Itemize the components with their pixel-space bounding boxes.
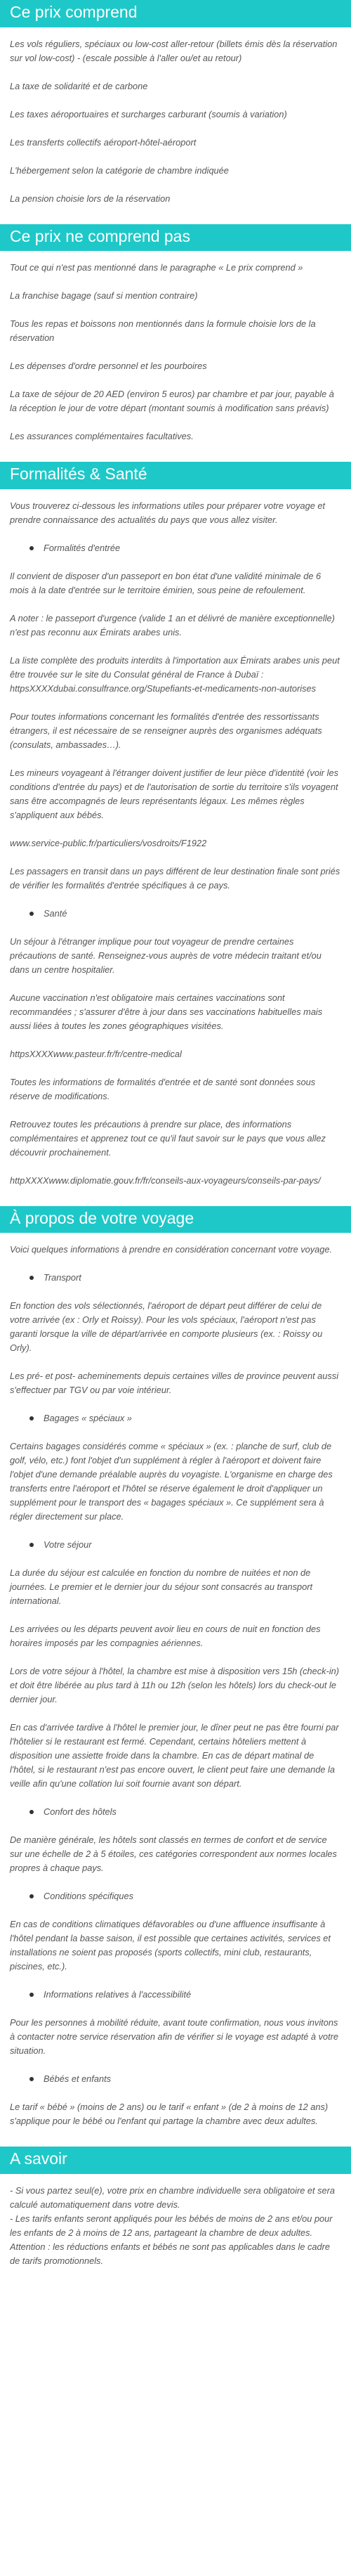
know-line: - Si vous partez seul(e), votre prix en chambre individuelle sera obligatoire et sera calculé automatiquement dans votre devis. xyxy=(10,2185,336,2210)
stay-paragraph: Les arrivées ou les départs peuvent avoir lieu en cours de nuit en fonction des horaires imposés par les compagnies aériennes. xyxy=(10,1624,321,1649)
access-paragraph: Pour les personnes à mobilité réduite, avant toute confirmation, nous vous invitons à contacter notre service réservation afin de vérifier si le voyage est adapté à votre situation. xyxy=(10,2017,339,2057)
know-body xyxy=(0,2174,351,2286)
access-heading: Informations relatives à l'accessibilité xyxy=(10,1988,341,2002)
service-public-link[interactable]: www.service-public.fr/particuliers/vosdroits/F1922 xyxy=(10,837,207,848)
section-trip xyxy=(0,1206,351,2147)
special-paragraph: En cas de conditions climatiques défavorables ou d'une affluence insuffisante à l'hôtel pendant la basse saison, il est possible que certaines activités, services et installations ne soient pas proposés (sports collectifs, mini club, restaurants, piscines, etc.). xyxy=(10,1919,331,1972)
transport-paragraph: En fonction des vols sélectionnés, l'aéroport de départ peut différer de celui de votre arrivée (ex : Orly et Roissy). Pour les vols spéciaux, l'aéroport n'est pas garanti lorsque la ville de départ/arrivée en comporte plusieurs (ex. : Roissy ou Orly). xyxy=(10,1300,323,1354)
comfort-heading: Confort des hôtels xyxy=(10,1805,341,1819)
stay-paragraph: Lors de votre séjour à l'hôtel, la chambre est mise à disposition vers 15h (check-in) et doit être libérée au plus tard à 11h ou 12h (selon les hôtels) lors du check-out le dernier jour. xyxy=(10,1666,340,1705)
bags-paragraph: Certains bagages considérés comme « spéciaux » (ex. : planche de surf, club de golf, vélo, etc.) font l'objet d'un supplément à régler à l'aéroport et doivent faire l'objet d'une demande préalable auprès du voyagiste. L'organisme en charge des transferts entre l'aéroport et l'hôtel se réserve également le droit d'appliquer un supplément pour le transport des « bagages spéciaux ». Ce supplément sera à régler directement sur place. xyxy=(10,1441,333,1522)
included-item: Les transferts collectifs aéroport-hôtel-aéroport xyxy=(10,136,197,148)
entry-paragraph: Pour toutes informations concernant les formalités d'entrée des ressortissants étrangers, il est nécessaire de se renseigner auprès des organismes adéquats (consulats, ambassades…). xyxy=(10,711,322,750)
comfort-heading-list xyxy=(10,1805,341,1819)
babies-paragraph: Le tarif « bébé » (moins de 2 ans) ou le tarif « enfant » (de 2 à moins de 12 ans) s'applique pour le bébé ou l'enfant qui partage la chambre avec deux adultes. xyxy=(10,2102,329,2127)
bags-heading: Bagages « spéciaux » xyxy=(10,1411,341,1425)
section-excluded xyxy=(0,224,351,462)
excluded-item: Les assurances complémentaires facultatives. xyxy=(10,431,194,442)
health-paragraph: Aucune vaccination n'est obligatoire mais certaines vaccinations sont recommandées ; s'assurer d'être à jour dans ses vaccinations habituelles mais aussi liées à toutes les zones géographiques visitées. xyxy=(10,992,323,1031)
stay-paragraph: En cas d'arrivée tardive à l'hôtel le premier jour, le dîner peut ne pas être fourni par l'hôtelier si le restaurant est fermé. Cependant, certains hôteliers mettent à disposition une assiette froide dans la chambre. En cas de départ matinal de l'hôtel, si le restaurant n'est pas encore ouvert, le client peut faire une demande la veille afin qu'une collation lui soit fournie avant son départ. xyxy=(10,1722,339,1789)
excluded-item: La taxe de séjour de 20 AED (environ 5 euros) par chambre et par jour, payable à la réception le jour de votre départ (montant soumis à modification sans préavis) xyxy=(10,389,334,414)
trip-body xyxy=(0,1233,351,2147)
trip-intro: Voici quelques informations à prendre en considération concernant votre voyage. xyxy=(10,1244,333,1255)
health-paragraph: Retrouvez toutes les précautions à prendre sur place, des informations complémentaires et apprenez tout ce qu'il faut savoir sur le pays que vous allez découvrir prochainement. xyxy=(10,1118,326,1158)
section-know xyxy=(0,2147,351,2286)
entry-paragraph: Les mineurs voyageant à l'étranger doivent justifier de leur pièce d'identité (voir les conditions d'entrée du pays) et de l'autorisation de sortie du territoire s'ils voyagent sans être accompagnés de leurs représentants légaux. Les mêmes règles s'appliquent aux bébés. xyxy=(10,767,338,820)
entry-paragraph: Les passagers en transit dans un pays différent de leur destination finale sont priés de vérifier les formalités d'entrée spécifiques à ce pays. xyxy=(10,865,340,891)
included-item: L'hébergement selon la catégorie de chambre indiquée xyxy=(10,164,229,176)
excluded-item: La franchise bagage (sauf si mention contraire) xyxy=(10,290,198,302)
health-paragraph: Un séjour à l'étranger implique pour tout voyageur de prendre certaines précautions de santé. Renseignez-vous auprès de votre médecin traitant et/ou dans un centre hospitalier. xyxy=(10,936,322,975)
comfort-paragraph: De manière générale, les hôtels sont classés en termes de confort et de service sur une échelle de 2 à 5 étoiles, ces catégories correspondent aux normes locales propres à chaque pays. xyxy=(10,1834,337,1874)
excluded-body xyxy=(0,251,351,462)
health-heading: Santé xyxy=(10,907,341,921)
babies-heading-list xyxy=(10,2072,341,2086)
diplomatie-link[interactable]: httpXXXXwww.diplomatie.gouv.fr/fr/conseils-aux-voyageurs/conseils-par-pays/ xyxy=(10,1174,321,1186)
entry-heading: Formalités d'entrée xyxy=(10,541,341,555)
entry-paragraph: Il convient de disposer d'un passeport en bon état d'une validité minimale de 6 mois à la date d'entrée sur le territoire émirien, sous peine de refoulement. xyxy=(10,570,322,595)
entry-paragraph: La liste complète des produits interdits à l'importation aux Émirats arabes unis peut être trouvée sur le site du Consulat général de France à Dubaï : httpsXXXXdubai.consulfrance.org/Stupefiants-et-medicaments-non-autorises xyxy=(10,654,340,694)
excluded-item: Tous les repas et boissons non mentionnés dans la formule choisie lors de la réservation xyxy=(10,318,316,344)
access-heading-list xyxy=(10,1988,341,2002)
included-item: La taxe de solidarité et de carbone xyxy=(10,80,148,91)
section-title-trip: À propos de votre voyage xyxy=(0,1206,351,1234)
formalities-intro: Vous trouverez ci-dessous les informations utiles pour préparer votre voyage et prendre connaissance des actualités du pays que vous allez visiter. xyxy=(10,500,326,525)
formalities-body xyxy=(0,489,351,1206)
bags-heading-list xyxy=(10,1411,341,1425)
special-heading: Conditions spécifiques xyxy=(10,1889,341,1903)
pasteur-link[interactable]: httpsXXXXwww.pasteur.fr/fr/centre-medical xyxy=(10,1048,182,1059)
section-included xyxy=(0,0,351,224)
section-title-know: A savoir xyxy=(0,2147,351,2174)
babies-heading: Bébés et enfants xyxy=(10,2072,341,2086)
section-title-excluded: Ce prix ne comprend pas xyxy=(0,224,351,252)
excluded-item: Les dépenses d'ordre personnel et les pourboires xyxy=(10,361,207,372)
know-line: - Les tarifs enfants seront appliqués pour les bébés de moins de 2 ans et/ou pour les enfants de 2 à moins de 12 ans, partageant la chambre de deux adultes. xyxy=(10,2213,333,2238)
health-paragraph: Toutes les informations de formalités d'entrée et de santé sont données sous réserve de modifications. xyxy=(10,1076,316,1101)
section-formalities xyxy=(0,462,351,1206)
health-heading-list xyxy=(10,907,341,921)
stay-paragraph: La durée du séjour est calculée en fonction du nombre de nuitées et non de journées. Le premier et le dernier jour du séjour sont consacrés au transport international. xyxy=(10,1567,313,1607)
included-item: Les vols réguliers, spéciaux ou low-cost aller-retour (billets émis dès la réservation sur vol low-cost) - (escale possible à l'aller ou/et au retour) xyxy=(10,38,338,63)
stay-heading-list xyxy=(10,1538,341,1552)
know-line: Attention : les réductions enfants et bébés ne sont pas applicables dans le cadre de tarifs promotionnels. xyxy=(10,2241,331,2266)
section-title-included: Ce prix comprend xyxy=(0,0,351,27)
stay-heading: Votre séjour xyxy=(10,1538,341,1552)
entry-heading-list xyxy=(10,541,341,555)
entry-paragraph: A noter : le passeport d'urgence (valide 1 an et délivré de manière exceptionnelle) n'est pas reconnu aux Émirats arabes unis. xyxy=(10,612,335,637)
included-body xyxy=(0,27,351,224)
transport-heading: Transport xyxy=(10,1271,341,1285)
transport-paragraph: Les pré- et post- acheminements depuis certaines villes de province peuvent aussi s'effectuer par TGV ou par voie intérieur. xyxy=(10,1371,339,1396)
transport-heading-list xyxy=(10,1271,341,1285)
special-heading-list xyxy=(10,1889,341,1903)
excluded-item: Tout ce qui n'est pas mentionné dans le paragraphe « Le prix comprend » xyxy=(10,262,303,273)
included-item: La pension choisie lors de la réservation xyxy=(10,193,171,204)
included-item: Les taxes aéroportuaires et surcharges carburant (soumis à variation) xyxy=(10,108,287,119)
section-title-formalities: Formalités & Santé xyxy=(0,462,351,489)
